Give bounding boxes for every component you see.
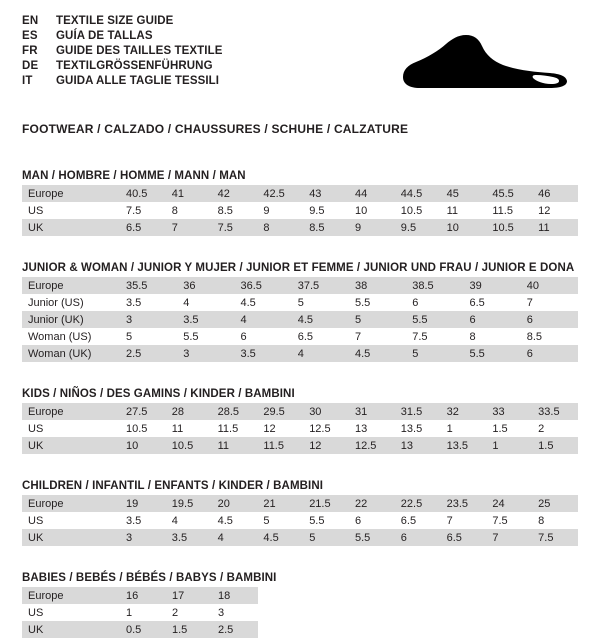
cell: 3.5 (177, 311, 234, 328)
language-code: DE (22, 60, 39, 72)
cell: 4 (212, 529, 258, 546)
cell: 8.5 (217, 204, 233, 217)
cell: 10.5 (400, 204, 423, 217)
cell: 45.5 (486, 185, 532, 202)
cell: 28.5 (212, 403, 258, 420)
cell: 11.5 (217, 422, 239, 435)
cell: 7 (355, 330, 362, 343)
row-label: Woman (UK) (22, 345, 120, 362)
size-table-children (22, 495, 578, 546)
cell: 4.5 (257, 529, 303, 546)
cell: 10 (354, 204, 368, 217)
cell: 6.5 (297, 330, 314, 343)
group-title: CHILDREN / INFANTIL / ENFANTS / KINDER / BAMBINI (22, 480, 324, 492)
cell: 3.5 (235, 345, 292, 362)
cell: 12.5 (309, 422, 331, 435)
group-title: BABIES / BEBÉS / BÉBÉS / BABYS / BAMBINI (22, 572, 277, 584)
size-table-junior-woman (22, 277, 578, 362)
cell: 5 (263, 514, 270, 527)
cell: 11 (532, 219, 578, 236)
row-label: Europe (22, 495, 120, 512)
language-title: TEXTILGRÖSSENFÜHRUNG (56, 60, 213, 72)
cell: 12.5 (349, 437, 395, 454)
cell: 5.5 (309, 514, 325, 527)
cell: 41 (166, 185, 212, 202)
cell: 4 (292, 345, 349, 362)
cell: 40.5 (120, 185, 166, 202)
cell: 10.5 (166, 437, 212, 454)
cell: 2.5 (120, 345, 177, 362)
cell: 3.5 (126, 296, 142, 309)
language-row (22, 16, 223, 31)
cell: 3 (120, 529, 166, 546)
cell: 6.5 (400, 514, 417, 527)
table-row (22, 202, 578, 219)
cell: 3.5 (126, 514, 142, 527)
cell: 4.5 (349, 345, 406, 362)
language-title: GUÍA DE TALLAS (56, 30, 153, 42)
cell: 25 (532, 495, 578, 512)
cell: 3 (177, 345, 234, 362)
cell: 10.5 (126, 422, 148, 435)
cell: 7 (446, 514, 453, 527)
cell: 42 (212, 185, 258, 202)
cell: 13.5 (400, 422, 423, 435)
cell: 6 (521, 311, 578, 328)
cell: 9.5 (395, 219, 441, 236)
cell: 7 (486, 529, 532, 546)
cell: 22.5 (395, 495, 441, 512)
cell: 9 (263, 204, 270, 217)
cell: 0.5 (120, 621, 166, 638)
cell: 4 (235, 311, 292, 328)
language-title-list (22, 16, 223, 91)
group-children (22, 480, 578, 546)
cell: 5 (406, 345, 463, 362)
table-row (22, 403, 578, 420)
cell: 31 (349, 403, 395, 420)
cell: 5 (126, 330, 133, 343)
cell: 2 (172, 606, 179, 619)
cell: 6 (395, 529, 441, 546)
cell: 13 (395, 437, 441, 454)
cell: 45 (441, 185, 487, 202)
cell: 8 (469, 330, 476, 343)
table-row (22, 294, 578, 311)
cell: 18 (212, 587, 258, 604)
cell: 42.5 (257, 185, 303, 202)
cell: 5.5 (355, 296, 371, 309)
table-row (22, 219, 578, 236)
language-title: TEXTILE SIZE GUIDE (56, 15, 174, 27)
cell: 3 (218, 606, 225, 619)
cell: 22 (349, 495, 395, 512)
cell: 5.5 (464, 345, 521, 362)
cell: 5 (349, 311, 406, 328)
table-row (22, 437, 578, 454)
table-row (22, 621, 258, 638)
cell: 7.5 (412, 330, 428, 343)
row-label: UK (22, 529, 120, 546)
cell: 32 (441, 403, 487, 420)
cell: 9 (349, 219, 395, 236)
row-label: US (28, 606, 44, 619)
cell: 7 (526, 296, 533, 309)
cell: 5.5 (349, 529, 395, 546)
row-label: US (28, 422, 44, 435)
row-label: Europe (22, 587, 120, 604)
cell: 28 (166, 403, 212, 420)
cell: 6.5 (469, 296, 485, 309)
cell: 40 (521, 277, 578, 294)
cell: 35.5 (120, 277, 177, 294)
table-row (22, 420, 578, 437)
cell: 6 (521, 345, 578, 362)
row-label: US (28, 514, 44, 527)
cell: 44 (349, 185, 395, 202)
cell: 7.5 (532, 529, 578, 546)
cell: 10.5 (486, 219, 532, 236)
row-label: US (28, 204, 44, 217)
table-row (22, 345, 578, 362)
cell: 36 (177, 277, 234, 294)
cell: 37.5 (292, 277, 349, 294)
cell: 19 (120, 495, 166, 512)
cell: 4.5 (292, 311, 349, 328)
cell: 6.5 (120, 219, 166, 236)
page-header (22, 16, 578, 108)
cell: 4.5 (240, 296, 256, 309)
cell: 24 (486, 495, 532, 512)
group-title: MAN / HOMBRE / HOMME / MANN / MAN (22, 170, 246, 182)
language-title: GUIDE DES TAILLES TEXTILE (56, 45, 223, 57)
cell: 19.5 (166, 495, 212, 512)
cell: 5.5 (406, 311, 463, 328)
table-row (22, 529, 578, 546)
row-label: Europe (22, 185, 120, 202)
cell: 2.5 (212, 621, 258, 638)
row-label: Europe (22, 403, 120, 420)
table-row (22, 277, 578, 294)
cell: 46 (532, 185, 578, 202)
cell: 30 (303, 403, 349, 420)
cell: 29.5 (257, 403, 303, 420)
cell: 6 (240, 330, 247, 343)
cell: 21.5 (303, 495, 349, 512)
group-man (22, 170, 578, 236)
language-row (22, 46, 223, 61)
cell: 13.5 (441, 437, 487, 454)
cell: 23.5 (441, 495, 487, 512)
group-title: KIDS / NIÑOS / DES GAMINS / KINDER / BAMBINI (22, 388, 295, 400)
cell: 11 (212, 437, 258, 454)
cell: 21 (257, 495, 303, 512)
cell: 1.5 (492, 422, 508, 435)
table-row (22, 495, 578, 512)
cell: 44.5 (395, 185, 441, 202)
cell: 27.5 (120, 403, 166, 420)
cell: 13 (354, 422, 368, 435)
cell: 4 (171, 514, 178, 527)
cell: 6.5 (441, 529, 487, 546)
cell: 8.5 (303, 219, 349, 236)
language-code: ES (22, 30, 38, 42)
cell: 10 (120, 437, 166, 454)
cell: 3.5 (166, 529, 212, 546)
cell: 5 (303, 529, 349, 546)
row-label: Junior (US) (28, 296, 84, 309)
row-label: UK (22, 437, 120, 454)
language-code: EN (22, 15, 39, 27)
size-table-man (22, 185, 578, 236)
row-label: Woman (US) (28, 330, 92, 343)
cell: 8.5 (526, 330, 543, 343)
language-row (22, 76, 223, 91)
cell: 1.5 (166, 621, 212, 638)
table-row (22, 604, 258, 621)
dress-shoe-icon (390, 30, 570, 96)
cell: 36.5 (235, 277, 292, 294)
cell: 2 (538, 422, 545, 435)
cell: 9.5 (309, 204, 325, 217)
cell: 20 (212, 495, 258, 512)
table-row (22, 512, 578, 529)
cell: 12 (263, 422, 276, 435)
group-title: JUNIOR & WOMAN / JUNIOR Y MUJER / JUNIOR ET FEMME / JUNIOR UND FRAU / JUNIOR E DONA (22, 262, 575, 274)
cell: 4.5 (217, 514, 233, 527)
cell: 6 (354, 514, 362, 527)
cell: 8 (257, 219, 303, 236)
cell: 11.5 (257, 437, 303, 454)
cell: 17 (166, 587, 212, 604)
cell: 3 (120, 311, 177, 328)
row-label: UK (22, 219, 120, 236)
group-kids (22, 388, 578, 454)
cell: 10 (441, 219, 487, 236)
cell: 33 (486, 403, 532, 420)
cell: 7 (166, 219, 212, 236)
language-code: IT (22, 75, 33, 87)
cell: 31.5 (395, 403, 441, 420)
page-title: FOOTWEAR / CALZADO / CHAUSSURES / SCHUHE / CALZATURE (22, 122, 409, 136)
cell: 11 (171, 422, 184, 435)
row-label: Junior (UK) (22, 311, 120, 328)
cell: 33.5 (532, 403, 578, 420)
cell: 1 (486, 437, 532, 454)
group-junior-woman (22, 262, 578, 362)
row-label: UK (22, 621, 120, 638)
cell: 11 (446, 204, 458, 217)
cell: 1 (126, 606, 133, 619)
size-table-babies (22, 587, 258, 638)
cell: 38.5 (406, 277, 463, 294)
table-row (22, 328, 578, 345)
cell: 7.5 (492, 514, 508, 527)
group-babies (22, 572, 578, 638)
cell: 39 (464, 277, 521, 294)
cell: 5 (297, 296, 304, 309)
cell: 43 (303, 185, 349, 202)
cell: 7.5 (126, 204, 142, 217)
language-title: GUIDA ALLE TAGLIE TESSILI (56, 75, 220, 87)
language-row (22, 31, 223, 46)
cell: 8 (538, 514, 545, 527)
table-row (22, 185, 578, 202)
table-row (22, 311, 578, 328)
cell: 11.5 (492, 204, 513, 217)
cell: 7.5 (212, 219, 258, 236)
cell: 6 (412, 296, 419, 309)
cell: 5.5 (183, 330, 199, 343)
size-table-kids (22, 403, 578, 454)
cell: 1.5 (532, 437, 578, 454)
row-label: Europe (22, 277, 120, 294)
cell: 38 (349, 277, 406, 294)
cell: 16 (120, 587, 166, 604)
cell: 12 (303, 437, 349, 454)
cell: 4 (183, 296, 190, 309)
cell: 6 (464, 311, 521, 328)
cell: 1 (446, 422, 453, 435)
table-row (22, 587, 258, 604)
language-row (22, 61, 223, 76)
language-code: FR (22, 45, 38, 57)
cell: 12 (538, 204, 551, 217)
cell: 8 (171, 204, 178, 217)
